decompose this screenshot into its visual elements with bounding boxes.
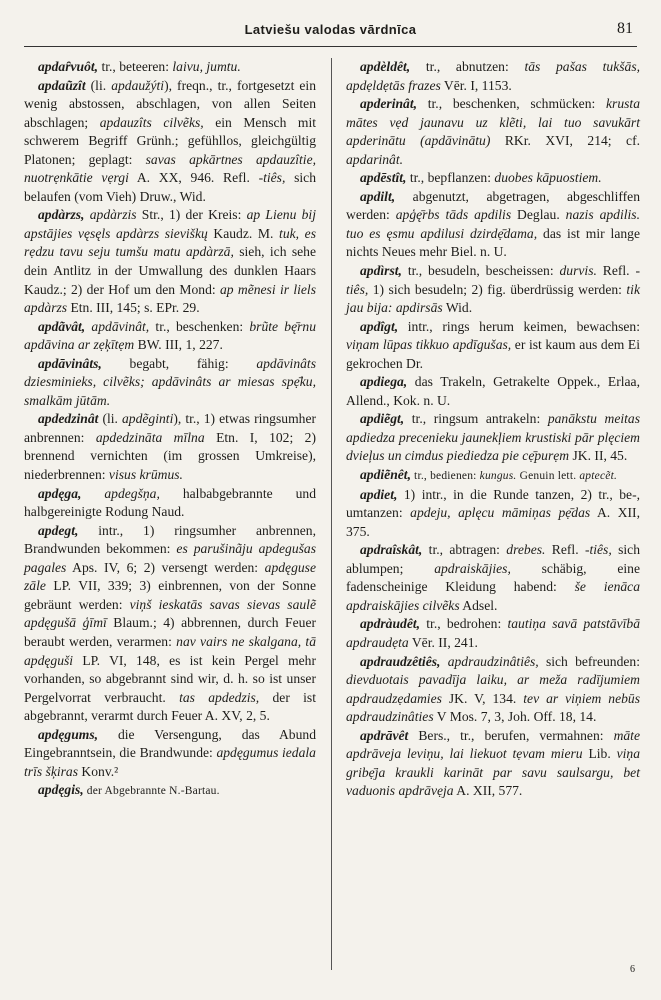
entry-text: sich belaufen (vom Vieh) Druw., Wid. <box>24 170 316 204</box>
dictionary-entry <box>346 318 640 374</box>
entry-example: apdraiskājies, <box>434 560 511 576</box>
entry-text: LP. VII, 339; 3) einbrennen, von der Sonne gebräunt werden: <box>24 578 316 612</box>
entry-text: A. XII, 375. <box>346 505 640 539</box>
entry-example: visus krūmus. <box>108 467 183 483</box>
entry-headword: apdęgums, <box>38 726 99 742</box>
entry-text <box>440 654 447 669</box>
dictionary-entry <box>346 653 640 727</box>
entry-text: Blaum.; 4) abbrennen, durch Feuer beraubt werden, verarmen: <box>24 615 317 649</box>
entry-text: das ist mir lange nichts Neues mehr Biel. n. U. <box>346 225 640 260</box>
dictionary-entry <box>346 169 640 188</box>
entry-text: ein Mensch mit schwerem Begriff Grünh.; gefühllos, gleichgültig Platonen; geplagt: <box>24 114 316 167</box>
entry-example: apdegšņa, <box>104 485 160 501</box>
entry-text: ), freqn., tr., fortgesetzt ein wenig abstossen, abschlagen, von allen Seiten abschlagen; <box>24 77 316 130</box>
dictionary-entry <box>346 95 640 169</box>
entry-headword: apdedzinât <box>38 411 99 427</box>
entry-example: -tiês, <box>258 170 286 186</box>
entry-text: Refl. <box>596 263 636 279</box>
entry-text: der Abgebrannte N.-Bartau. <box>83 785 220 798</box>
entry-headword: apdîgt, <box>360 318 399 334</box>
entry-text: 1) intr., in die Runde tanzen, 2) tr., be-, umtanzen: <box>346 486 640 521</box>
entry-text: der ist abgebrannt, verarmt durch Feuer A. XV, 2, 5. <box>24 689 316 724</box>
entry-example: -tiês, <box>584 542 612 558</box>
entry-text: halbabgebrannte und halbgereinigte Rodung Naud. <box>24 485 316 520</box>
entry-headword: apdiẽgt, <box>360 411 405 427</box>
entry-text: tr., beteeren: <box>98 59 173 74</box>
entry-text: Refl. <box>545 542 585 558</box>
entry-example: -tiês, <box>346 263 640 297</box>
entry-example: apģę̄rbs tāds apdilis <box>395 207 512 223</box>
entry-example: viņam lūpas tikkuo apdīgušas, <box>346 337 512 353</box>
entry-example: brũte bę̄rnu apdāvina ar zẹķītẹm <box>24 318 316 353</box>
entry-example: apdęguse zāle <box>24 559 316 594</box>
entry-text: Str., 1) der Kreis: <box>136 207 247 223</box>
entry-example: durvis. <box>559 263 597 279</box>
entry-text: JK. V, 134. <box>441 690 524 706</box>
dictionary-entry <box>346 466 640 486</box>
entry-text: Vēr. II, 241. <box>408 634 478 650</box>
dictionary-entry <box>346 615 640 652</box>
entry-headword: apdiega, <box>360 374 408 390</box>
entry-example: tās pašas tukšās, apdẹldẹtās frazes <box>346 59 641 93</box>
entry-example: apdaužýti <box>111 77 165 93</box>
entry-headword: apdiet, <box>360 486 398 502</box>
entry-text: Kaudz. M. <box>207 225 280 241</box>
entry-headword: apdiẽnêt, <box>360 467 411 483</box>
dictionary-entry <box>24 726 316 782</box>
entry-text: A. XX, 946. Refl. <box>128 170 259 186</box>
entry-text: JK. II, 45. <box>569 448 628 464</box>
entry-text: intr., 1) ringsumher anbrennen, Brandwunden bekommen: <box>24 522 316 557</box>
entry-example: apdāvinâts dziesminieks, cilvẽks; apdāvinâts ar miesas spẹ̄ku, smalkām jūtām. <box>24 355 316 408</box>
entry-example: es parušinãju apdegušas pagales <box>24 541 316 575</box>
dictionary-entry <box>346 541 640 615</box>
dictionary-entry <box>24 522 316 726</box>
dictionary-entry <box>24 781 316 801</box>
entry-example: apdęgumus iedala trīs šķiras <box>24 745 316 779</box>
entry-text: Deglau. <box>511 207 566 223</box>
entry-text: (li. <box>85 77 112 93</box>
dictionary-entry <box>24 318 316 355</box>
entry-example: duobes kāpuostiem. <box>494 170 602 186</box>
entry-text: tr., ringsum antrakeln: <box>404 411 548 427</box>
entry-example: apdedzināta mīlna <box>95 429 205 445</box>
entry-headword: apdìrst, <box>360 263 402 279</box>
entry-text: intr., rings herum keimen, bewachsen: <box>398 318 640 334</box>
entry-example: še ienāca apdraiskājies cilvẽks <box>346 579 640 613</box>
entry-text: Adsel. <box>459 597 498 613</box>
dictionary-entry <box>24 58 316 77</box>
entry-example: viņa gribẹ̄ja kraukli karināt par savu saulsargu, bet vaduonis apdrāvẹja <box>346 746 640 799</box>
page-header <box>24 20 637 47</box>
entry-headword: apdràudêt, <box>360 616 421 632</box>
entry-text: Genuin lett. <box>516 470 580 483</box>
entry-text: BW. III, 1, 227. <box>134 337 223 353</box>
printer-signature: 6 <box>630 964 635 975</box>
entry-headword: apdaȓvuôt, <box>38 59 99 74</box>
entry-example: māte apdrāveja leviņu, lai liekuot tẹvam mieru <box>346 727 640 762</box>
entry-text: ), tr., 1) etwas ringsumher anbrennen: <box>24 411 317 445</box>
entry-example: ap mẽnesi ir liels apdàrzs <box>24 281 316 316</box>
entry-text: A. XII, 577. <box>453 783 523 799</box>
entry-headword: apdaũzît <box>38 77 86 93</box>
dictionary-entry <box>346 262 640 318</box>
entry-text: RKr. XVI, 214; cf. <box>490 133 640 149</box>
entry-example: laivu, jumtu. <box>172 59 241 74</box>
entry-text: begabt, fähig: <box>101 355 257 371</box>
entry-example: ap Lienu bij apstājies vęsęls apdàrzs sieviškų <box>24 207 316 241</box>
entry-example: apdauzîts cilvẽks, <box>99 114 204 130</box>
entry-text: die Versengung, das Abund Eingebranntsein, die Brandwunde: <box>24 726 316 761</box>
entry-text: tr., besudeln, bescheissen: <box>401 263 560 279</box>
entry-text: tr., abnutzen: <box>410 59 525 74</box>
entry-text: abgenutzt, abgetragen, abgeschliffen werden: <box>346 188 640 223</box>
entry-text: tr., beschenken, schmücken: <box>417 96 607 112</box>
entry-text: Lib. <box>582 746 617 762</box>
dictionary-entry <box>24 355 316 411</box>
entry-text: Etn. III, 145; s. EPr. 29. <box>67 300 200 316</box>
entry-text: Vēr. I, 1153. <box>440 77 512 93</box>
entry-example: viņš ieskatās savas sievas saulẽ apdęgušā ģīmī <box>24 596 316 631</box>
dictionary-entry <box>346 188 640 262</box>
entry-text: (li. <box>98 411 122 427</box>
entry-text: sieh, ich sehe dein Antlitz in der Umwallung des dunklen Haars Kaudz.; 2) der Hof um den Mond: <box>24 244 316 297</box>
entry-example: nav vairs ne skalgana, tā apdęguši <box>24 633 316 668</box>
entry-text: Bers., tr., berufen, vermahnen: <box>408 727 614 743</box>
entry-headword: apdęgis, <box>38 782 84 798</box>
entry-example: tuk, es rẹdzu tavu seju tumšu matu apdàrzā, <box>24 225 317 260</box>
entry-headword: apdēstît, <box>360 170 407 186</box>
entry-headword: apdraîskât, <box>360 542 423 558</box>
entry-headword: apdilt, <box>360 188 396 204</box>
entry-example: apdraudzinâtiês, <box>447 653 539 669</box>
running-title: Latviešu valodas vārdnīca <box>244 22 417 37</box>
entry-text: Wid. <box>442 300 473 316</box>
dictionary-entry <box>24 410 316 484</box>
dictionary-entry <box>346 727 640 801</box>
entry-text: tr., bedienen: <box>410 470 480 483</box>
entry-example: apdẽginti <box>122 411 174 427</box>
entry-text: tr., beschenken: <box>149 318 250 334</box>
entry-headword: apdrāvêt <box>360 727 409 743</box>
entry-headword: apdèldêt, <box>360 59 411 74</box>
entry-example: savas apkārtnes apdauzîtie, nuotrẹnkātie vẹrgi <box>24 151 316 186</box>
entry-example: tev ar viņiem nebūs apdraudzinâties <box>346 690 641 725</box>
dictionary-entry <box>346 410 640 466</box>
dictionary-entry <box>24 485 316 522</box>
entry-example: apdeju, aplęcu māmiņas pẹ̄das <box>410 505 591 521</box>
dictionary-entry <box>24 77 316 207</box>
entry-example: apdàrzis <box>89 207 137 223</box>
left-column <box>24 58 316 801</box>
entry-headword: apdàrzs, <box>38 207 85 223</box>
entry-example: kungus. <box>479 470 517 483</box>
entry-example: dievduotais pavadīja laiku, ar meža radījumiem apdraudzẹdamies <box>346 672 640 706</box>
entry-text: Konv.² <box>78 763 119 779</box>
entry-example: aptecẽt. <box>579 470 618 483</box>
dictionary-entry <box>346 58 640 95</box>
entry-headword: apdãvât, <box>38 318 86 334</box>
entry-headword: apdraudzêtiês, <box>360 653 441 669</box>
entry-example: nazis apdilis. tuo es ęsmu apdilusi dzirdẹ̄dama, <box>346 207 640 241</box>
dictionary-entry <box>24 206 316 317</box>
entry-text: tr., bepflanzen: <box>406 170 495 186</box>
entry-headword: apdegt, <box>38 522 79 538</box>
entry-example: tas apdedzis, <box>179 689 260 705</box>
entry-text: tr., abtragen: <box>422 542 507 558</box>
entry-headword: apderinât, <box>360 96 418 112</box>
entry-example: tik jau bija: apdirsās <box>346 281 640 316</box>
entry-example: tautiņa savā patstāvībā apdraudẹta <box>346 616 640 650</box>
entry-example: drebes. <box>506 542 546 558</box>
column-divider <box>331 58 332 970</box>
right-column <box>346 58 640 801</box>
entry-text: schäbig, eine fadenscheinige Kleidung habend: <box>346 560 640 595</box>
entry-headword: apdęga, <box>38 485 82 501</box>
entry-text: sich befreunden: <box>538 653 640 669</box>
entry-text: V Mos. 7, 3, Joh. Off. 18, 14. <box>433 709 597 725</box>
entry-example: panākstu meitas apdiedza precenieku jaunekļiem krustiski pār plęciem dvieļus un cimdus piediedza pie cẹ̄purẹm <box>346 411 640 464</box>
entry-text: 1) sich besudeln; 2) fig. überdrüssig werden: <box>368 281 627 297</box>
entry-text: er ist kaum aus dem Ei gekrochen Dr. <box>346 337 640 371</box>
entry-text: sich ablumpen; <box>346 542 640 576</box>
entry-example: apdāvinât, <box>91 318 150 334</box>
page-number: 81 <box>617 20 633 37</box>
entry-text: Etn. I, 102; 2) brennend vernichten (im grossen Umkreise), niederbrennen: <box>24 429 316 483</box>
entry-text <box>81 486 104 501</box>
entry-text: tr., bedrohen: <box>420 616 508 632</box>
entry-text: LP. VI, 148, es ist kein Pergel mehr vorhanden, so abgebrannt sind wir, d. h. so ist unser Pergelvorrat verbraucht. <box>24 652 316 705</box>
entry-text: das Trakeln, Getrakelte Oppek., Erlaa, Allend., Kok. n. U. <box>346 374 640 408</box>
entry-headword: apdāvinâts, <box>38 355 102 371</box>
entry-example: krusta mātes vẹd jaunavu uz klẽti, lai tuo savukārt apderinātu (apdāvinātu) <box>346 96 640 149</box>
dictionary-entry <box>346 373 640 410</box>
entry-text: Aps. IV, 6; 2) versengt werden: <box>66 559 265 575</box>
dictionary-entry <box>346 486 640 542</box>
entry-example: apdarinât. <box>346 151 404 167</box>
